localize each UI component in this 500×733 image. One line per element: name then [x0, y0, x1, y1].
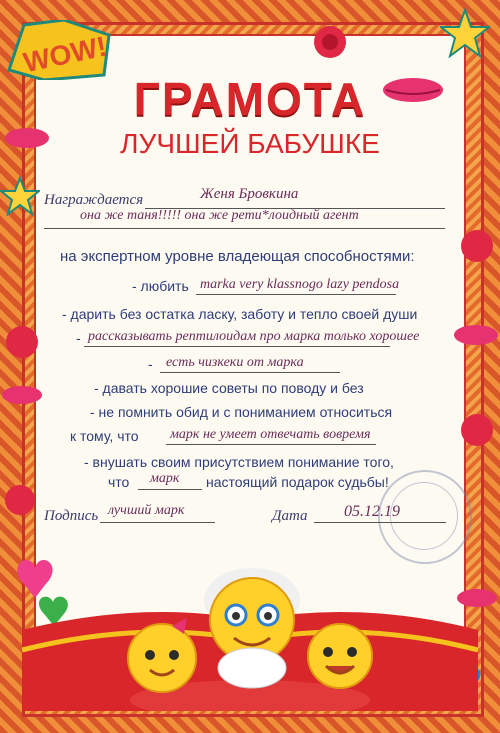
- awardee-underline-2: [44, 228, 445, 229]
- ability-5: - давать хорошие советы по поводу и без: [94, 380, 364, 396]
- ability-3-handwritten: рассказывать рептилоидам про марка только хорошее: [88, 329, 420, 344]
- ability-4-handwritten: есть чизкеки от марка: [166, 355, 304, 370]
- awardee-name: Женя Бровкина: [200, 186, 299, 202]
- rose-icon: [300, 22, 360, 62]
- ability-9-handwritten: марк: [150, 471, 180, 486]
- awardee-line-2: она же таня!!!!! она же рети*лоидный агент: [80, 208, 359, 223]
- ability-1-handwritten: marka very klassnogo lazy pendosa: [200, 277, 400, 292]
- ability-7-prefix: к тому, что: [70, 428, 139, 444]
- date-label: Дата: [272, 508, 308, 524]
- ability-3-prefix: -: [76, 330, 81, 346]
- rose-icon: [455, 226, 499, 266]
- signature-label: Подпись: [44, 508, 99, 524]
- ability-7-handwritten: марк не умеет отвечать вовремя: [170, 427, 371, 442]
- ability-3-underline: [84, 346, 390, 347]
- abilities-intro: на экспертном уровне владеющая способностями:: [60, 248, 415, 265]
- date-value: 05.12.19: [344, 503, 400, 520]
- ability-6: - не помнить обид и с пониманием относиться: [90, 404, 393, 420]
- ability-2: - дарить без остатка ласку, заботу и тепло своей души: [62, 306, 418, 322]
- ability-9-prefix: что: [108, 474, 130, 490]
- date-underline: [314, 522, 446, 523]
- star-icon: [0, 176, 40, 216]
- rose-icon: [0, 322, 44, 362]
- wow-badge-icon: [4, 20, 114, 80]
- signature-underline: [100, 522, 215, 523]
- signature-value: лучший марк: [108, 503, 185, 518]
- ability-4-underline: [160, 372, 340, 373]
- ability-1-prefix: - любить: [132, 278, 189, 294]
- certificate-title: ГРАМОТА: [133, 73, 367, 125]
- rose-icon: [0, 480, 40, 520]
- rose-icon: [455, 410, 499, 450]
- ability-9-underline: [138, 489, 202, 490]
- lips-icon: [452, 318, 500, 352]
- certificate-subtitle: ЛУЧШЕЙ БАБУШКЕ: [120, 128, 380, 159]
- lips-icon: [0, 378, 44, 412]
- wow-text: WOW!: [20, 30, 110, 79]
- ability-8: - внушать своим присутствием понимание того,: [84, 454, 394, 470]
- smiley-grandma-illustration: [22, 560, 478, 711]
- ability-7-underline: [166, 444, 376, 445]
- ability-1-underline: [196, 294, 396, 295]
- ability-4-prefix: -: [148, 356, 153, 372]
- star-icon: [440, 8, 490, 58]
- awarded-label: Награждается: [44, 192, 144, 208]
- ability-9-suffix: настоящий подарок судьбы!: [206, 474, 389, 490]
